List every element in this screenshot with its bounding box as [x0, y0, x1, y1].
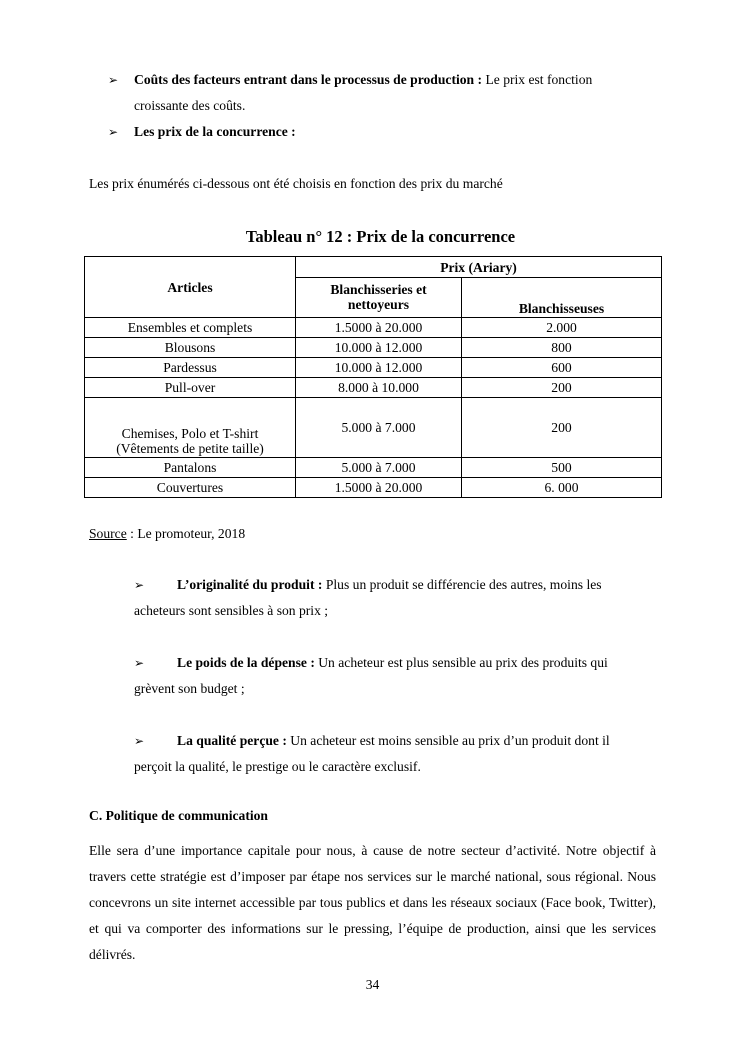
bullet-costs-text-2: croissante des coûts.	[134, 98, 246, 113]
factor-title: La qualité perçue :	[177, 733, 287, 748]
cell-article: Pull-over	[85, 378, 296, 398]
cell-article: Blousons	[85, 338, 296, 358]
cell-col2: 200	[462, 378, 662, 398]
table-row	[85, 318, 662, 338]
table-row	[85, 478, 662, 498]
communication-paragraph: Elle sera d’une importance capitale pour nous, à cause de notre secteur d’activité. Notre objectif à travers cette stratégie est d’imposer par étape nos services sur le marché national, sous régional. Nous concevrons un site internet accessible par tous publics et dans les réseaux sociaux (Face book, Twitter), et qui va comporter des informations sur le pressing, l’équipe de production, ainsi que les services délivrés.	[89, 843, 656, 962]
header-articles: Articles	[85, 257, 296, 318]
factor-title: Le poids de la dépense :	[177, 655, 315, 670]
page-number: 34	[365, 977, 380, 992]
cell-article-line1: Chemises, Polo et T-shirt	[121, 426, 259, 441]
cell-col1: 5.000 à 7.000	[296, 458, 462, 478]
cell-col1: 10.000 à 12.000	[296, 338, 462, 358]
bullet-costs	[108, 70, 656, 90]
factor-text: Plus un produit se différencie des autres, moins les	[322, 577, 602, 592]
arrow-bullet-icon: ➢	[108, 125, 119, 139]
header-col1: Blanchisseries et nettoyeurs	[296, 278, 462, 318]
cell-col1: 1.5000 à 20.000	[296, 478, 462, 498]
source-text: : Le promoteur, 2018	[126, 526, 246, 541]
table-row	[85, 378, 662, 398]
bullet-costs-cont	[134, 96, 245, 115]
table-caption: Tableau n° 12 : Prix de la concurrence	[245, 227, 516, 246]
cell-col1: 5.000 à 7.000	[296, 398, 462, 458]
price-table	[84, 256, 662, 498]
arrow-bullet-icon: ➢	[134, 578, 145, 592]
source-label: Source	[89, 526, 127, 541]
arrow-bullet-icon: ➢	[134, 656, 145, 670]
factor-originality-cont: acheteurs sont sensibles à son prix ;	[134, 603, 329, 618]
cell-article: Pantalons	[85, 458, 296, 478]
factor-quality-cont: perçoit la qualité, le prestige ou le caractère exclusif.	[134, 759, 421, 774]
factor-spending-cont: grèvent son budget ;	[134, 681, 245, 696]
cell-article: Couvertures	[85, 478, 296, 498]
bullet-competition-title: Les prix de la concurrence :	[134, 124, 296, 139]
cell-col1: 10.000 à 12.000	[296, 358, 462, 378]
factor-quality	[134, 728, 656, 754]
arrow-bullet-icon: ➢	[108, 73, 119, 87]
cell-col2: 200	[462, 398, 662, 458]
cell-article: Pardessus	[85, 358, 296, 378]
header-prix: Prix (Ariary)	[296, 257, 662, 278]
factor-originality	[134, 572, 656, 598]
table-row	[85, 338, 662, 358]
source-line	[89, 524, 245, 543]
cell-article: Ensembles et complets	[85, 318, 296, 338]
cell-article	[85, 398, 296, 458]
cell-col2: 500	[462, 458, 662, 478]
arrow-bullet-icon: ➢	[134, 734, 145, 748]
factor-text: Un acheteur est moins sensible au prix d’un produit dont il	[286, 733, 610, 748]
intro-text: Les prix énumérés ci-dessous ont été choisis en fonction des prix du marché	[89, 176, 503, 191]
table-row	[85, 358, 662, 378]
bullet-competition	[108, 122, 296, 142]
cell-col2: 6. 000	[462, 478, 662, 498]
cell-article-line2: (Vêtements de petite taille)	[116, 441, 264, 456]
factor-title: L’originalité du produit :	[177, 577, 323, 592]
cell-col2: 600	[462, 358, 662, 378]
table-row	[85, 398, 662, 458]
cell-col2: 800	[462, 338, 662, 358]
bullet-costs-text: Le prix est fonction	[485, 72, 593, 87]
table-row	[85, 458, 662, 478]
cell-col1: 1.5000 à 20.000	[296, 318, 462, 338]
bullet-costs-title: Coûts des facteurs entrant dans le processus de production :	[134, 72, 483, 87]
factor-spending	[134, 650, 656, 676]
header-col2: Blanchisseuses	[462, 278, 662, 318]
factor-text: Un acheteur est plus sensible au prix des produits qui	[314, 655, 608, 670]
cell-col1: 8.000 à 10.000	[296, 378, 462, 398]
cell-col2: 2.000	[462, 318, 662, 338]
section-heading: C. Politique de communication	[89, 808, 268, 823]
